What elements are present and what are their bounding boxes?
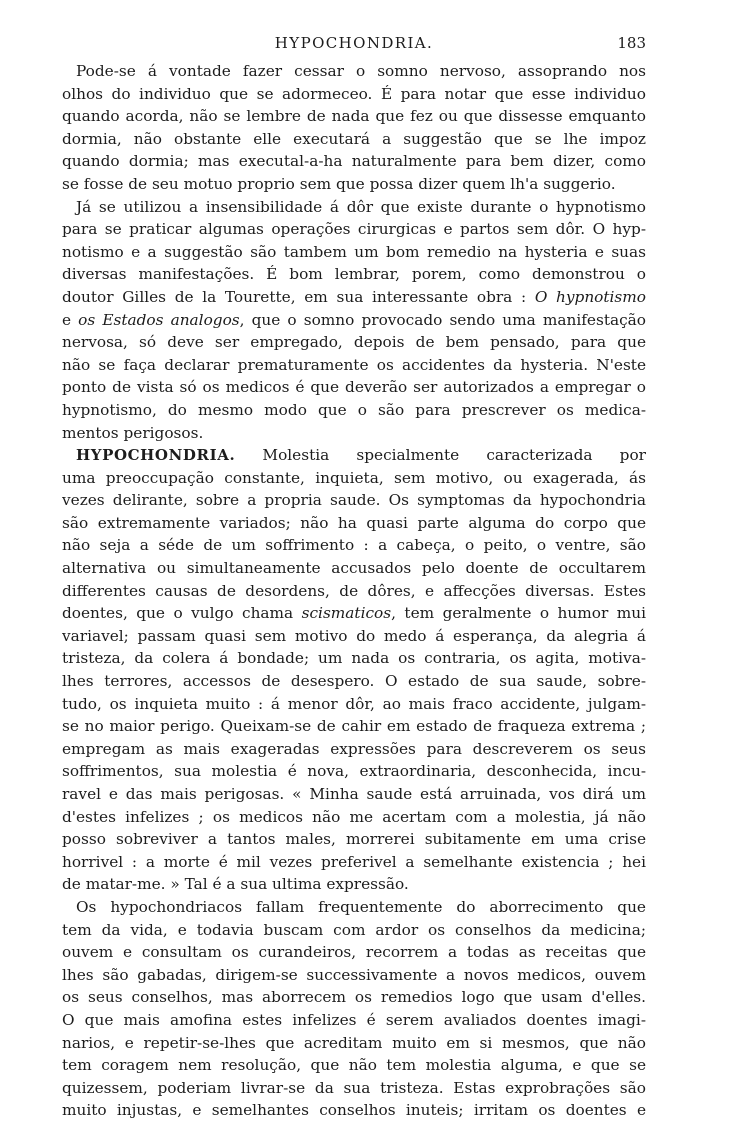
- paragraph-hypnotism-wake: [62, 60, 646, 196]
- running-head: [62, 32, 646, 60]
- text-line: narios, e repetir-se-lhes que acreditam muito em si mesmos, que não: [62, 1033, 646, 1052]
- book-page: [62, 32, 646, 1122]
- text-run: , que o somno provocado sendo uma manifestação: [239, 310, 646, 329]
- text-line: tudo, os inquieta muito : á menor dôr, ao mais fraco accidente, julgam-: [62, 694, 646, 713]
- page-number: 183: [617, 34, 646, 52]
- text-line: d'estes infelizes ; os medicos não me acertam com a molestia, já não: [62, 807, 646, 826]
- book-title-italic: O hypnotismo: [534, 287, 646, 306]
- text-line: Já se utilizou a insensibilidade á dôr que existe durante o hypnotismo: [76, 197, 646, 216]
- text-line: posso sobreviver a tantos males, morrerei subitamente em uma crise: [62, 830, 646, 849]
- text-line: ouvem e consultam os curandeiros, recorrem a todas as receitas que: [62, 943, 646, 962]
- text-line: notismo e a suggestão são tambem um bom remedio na hysteria e suas: [62, 242, 646, 261]
- running-title: HYPOCHONDRIA.: [274, 34, 434, 52]
- text-line: dormia, não obstante elle executará a suggestão que se lhe impoz: [62, 129, 646, 148]
- book-title-italic: os Estados analogos: [78, 310, 240, 329]
- text-line: tristeza, da colera á bondade; um nada os contraria, os agita, motiva-: [62, 649, 646, 668]
- text-line: [62, 309, 646, 332]
- entry-headword: HYPOCHONDRIA.: [76, 446, 236, 465]
- text-line: não seja a séde de um soffrimento : a cabeça, o peito, o ventre, são: [62, 536, 646, 555]
- paragraph-hypochondriacs: [62, 896, 646, 1122]
- text-line: tem da vida, e todavia buscam com ardor os conselhos da medicina;: [62, 920, 646, 939]
- text-run: doutor Gilles de la Tourette, em sua interessante obra :: [62, 287, 535, 306]
- paragraph-hypnotism-uses: [62, 196, 646, 445]
- text-line: mentos perigosos.: [62, 423, 204, 442]
- text-line: [62, 286, 646, 309]
- text-line: quizessem, poderiam livrar-se da sua tristeza. Estas exprobrações são: [62, 1078, 646, 1097]
- text-run: doentes, que o vulgo chama: [62, 604, 302, 623]
- text-line: hypnotismo, do mesmo modo que o são para prescrever os medica-: [62, 400, 646, 419]
- entry-hypochondria: [62, 444, 646, 896]
- text-line: tem coragem nem resolução, que não tem molestia alguma, e que se: [62, 1056, 646, 1075]
- text-line: se no maior perigo. Queixam-se de cahir em estado de fraqueza extrema ;: [62, 717, 646, 736]
- text-line: nervosa, só deve ser empregado, depois de bem pensado, para que: [62, 333, 646, 352]
- text-line: [62, 444, 646, 467]
- text-line: variavel; passam quasi sem motivo do medo á esperança, da alegria á: [62, 626, 646, 645]
- text-line: diversas manifestações. É bom lembrar, porem, como demonstrou o: [62, 265, 646, 284]
- text-line: alternativa ou simultaneamente accusados pelo doente de occultarem: [62, 559, 646, 578]
- text-line: ponto de vista só os medicos é que deverão ser autorizados a empregar o: [62, 378, 646, 397]
- text-line: olhos do individuo que se adormeceo. É para notar que esse individuo: [62, 84, 646, 103]
- text-line: empregam as mais exageradas expressões para descreverem os seus: [62, 739, 646, 758]
- text-line: uma preoccupação constante, inquieta, sem motivo, ou exagerada, ás: [62, 468, 646, 487]
- text-line: são extremamente variados; não ha quasi parte alguma do corpo que: [62, 513, 646, 532]
- text-line: se fosse de seu motuo proprio sem que possa dizer quem lh'a suggerio.: [62, 174, 616, 193]
- text-line: horrivel : a morte é mil vezes preferivel a semelhante existencia ; hei: [62, 852, 646, 871]
- text-line: soffrimentos, sua molestia é nova, extraordinaria, desconhecida, incu-: [62, 762, 646, 781]
- text-line: quando dormia; mas executal-a-ha naturalmente para bem dizer, como: [62, 152, 646, 171]
- text-line: lhes são gabadas, dirigem-se successivamente a novos medicos, ouvem: [62, 965, 646, 984]
- text-run: , tem geralmente o humor mui: [391, 604, 646, 623]
- text-line: Pode-se á vontade fazer cessar o somno nervoso, assoprando nos: [76, 62, 646, 80]
- text-line: quando acorda, não se lembre de nada que fez ou que dissesse emquanto: [62, 107, 646, 126]
- text-line: não se faça declarar prematuramente os accidentes da hysteria. N'este: [62, 355, 646, 374]
- text-run: e: [62, 310, 79, 329]
- term-italic: scismaticos: [301, 604, 392, 623]
- text-line: para se praticar algumas operações cirurgicas e partos sem dôr. O hyp-: [62, 220, 646, 239]
- text-line: os seus conselhos, mas aborrecem os remedios logo que usam d'elles.: [62, 988, 646, 1007]
- text-line: muito injustas, e semelhantes conselhos inuteis; irritam os doentes e: [62, 1101, 646, 1120]
- text-run: Molestia specialmente caracterizada por: [235, 446, 646, 465]
- text-line: Os hypochondriacos fallam frequentemente do aborrecimento que: [76, 897, 646, 916]
- text-line: lhes terrores, accessos de desespero. O estado de sua saude, sobre-: [62, 672, 646, 691]
- text-line: O que mais amofina estes infelizes é serem avaliados doentes imagi-: [62, 1010, 646, 1029]
- text-line: vezes delirante, sobre a propria saude. Os symptomas da hypochondria: [62, 491, 646, 510]
- text-line: ravel e das mais perigosas. « Minha saude está arruinada, vos dirá um: [62, 785, 646, 803]
- text-line: [62, 602, 646, 625]
- text-line: de matar-me. » Tal é a sua ultima expressão.: [62, 875, 409, 894]
- text-line: differentes causas de desordens, de dôres, e affecções diversas. Estes: [62, 581, 646, 600]
